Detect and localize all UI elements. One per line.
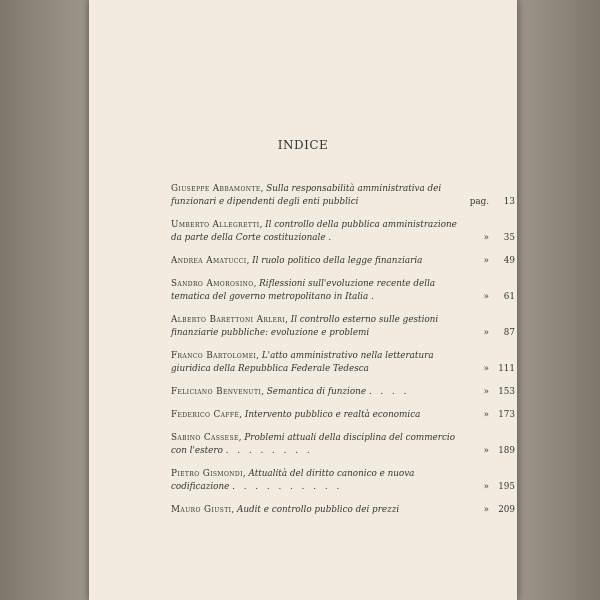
toc-page-marker: » (483, 328, 489, 338)
toc-author: Mauro Giusti (171, 505, 232, 515)
toc-page-number: 35 (503, 233, 515, 243)
toc-entry (171, 386, 529, 399)
toc-page-marker: » (483, 364, 489, 374)
toc-page-number: 209 (498, 505, 515, 515)
toc-work: Riflessioni sull'evoluzione recente della tematica del governo metropolitano in Italia (171, 279, 436, 302)
toc-entry-text: Andrea Amatucci, Il ruolo politico della legge finanziaria (171, 256, 423, 266)
toc-page-marker: » (483, 233, 489, 243)
toc-leader: . . . . . . . . . . (232, 482, 343, 492)
toc-page-marker: » (483, 482, 489, 492)
toc-entry-text: Federico Caffè, Intervento pubblico e realtà economica (171, 410, 421, 420)
toc-work: Intervento pubblico e realtà economica (244, 410, 421, 420)
toc-page-number: 87 (503, 328, 515, 338)
toc-author: Sabino Cassese (171, 433, 239, 443)
toc-entry-text: Franco Bartolomei, L'atto amministrativo nella letteratura giuridica della Repubblica Federale Tedesca (171, 351, 434, 374)
toc-page-marker: » (483, 505, 489, 515)
toc-entry-text: Pietro Gismondi, Attualità del diritto canonico e nuova codificazione . . . . . . . . . . (171, 469, 415, 492)
toc-author: Alberto Barettoni Arleri (171, 315, 286, 325)
toc-page-number: 49 (503, 256, 515, 266)
toc-page-marker: » (483, 410, 489, 420)
toc-entry (171, 183, 529, 209)
toc-entry-text: Giuseppe Abbamonte, Sulla responsabilità amministrativa dei funzionari e dipendenti degli enti pubblici (171, 184, 442, 207)
toc-page-number: 61 (503, 292, 515, 302)
toc-entry (171, 350, 529, 376)
toc-work: Il controllo esterno sulle gestioni finanziarie pubbliche: evoluzione e problemi (171, 315, 439, 338)
toc-author: Andrea Amatucci (171, 256, 247, 266)
toc-page-marker: » (483, 446, 489, 456)
toc-page-number: 195 (498, 482, 515, 492)
toc-page-number: 189 (498, 446, 515, 456)
toc-author: Umberto Allegretti (171, 220, 260, 230)
toc-entry (171, 219, 529, 245)
toc-page-marker: » (483, 387, 489, 397)
toc-entry (171, 255, 529, 268)
toc-author: Giuseppe Abbamonte (171, 184, 261, 194)
toc-author: Pietro Gismondi (171, 469, 243, 479)
toc-entry-text: Umberto Allegretti, Il controllo della pubblica amministrazione da parte della Corte costituzionale . (171, 220, 457, 243)
toc-work: Semantica di funzione (266, 387, 367, 397)
toc-work: Audit e controllo pubblico dei prezzi (236, 505, 400, 515)
toc-entry (171, 432, 529, 458)
page-title: INDICE (277, 138, 329, 152)
toc-author: Sandro Amorosino (171, 279, 254, 289)
toc-leader: . . . . (368, 387, 410, 397)
toc-leader: . (371, 292, 377, 302)
toc-work: Il controllo della pubblica amministrazione da parte della Corte costituzionale (171, 220, 457, 243)
toc-page-number: 173 (498, 410, 515, 420)
toc-work: Sulla responsabilità amministrativa dei funzionari e dipendenti degli enti pubblici (171, 184, 442, 207)
toc-page-number: 153 (498, 387, 515, 397)
toc-page-marker: » (483, 256, 489, 266)
toc-work: L'atto amministrativo nella letteratura giuridica della Repubblica Federale Tedesca (171, 351, 434, 374)
toc-leader: . . . . . . . . (225, 446, 313, 456)
toc-leader: . (328, 233, 335, 243)
toc-work: Attualità del diritto canonico e nuova codificazione (171, 469, 415, 492)
toc-entry (171, 278, 529, 304)
toc-entry-text: Mauro Giusti, Audit e controllo pubblico dei prezzi (171, 505, 400, 515)
toc-entry-text: Feliciano Benvenuti, Semantica di funzione . . . . (171, 387, 410, 397)
toc-entry-text: Alberto Barettoni Arleri, Il controllo esterno sulle gestioni finanziarie pubbliche: evoluzione e problemi (171, 315, 439, 338)
toc-author: Franco Bartolomei (171, 351, 257, 361)
toc-entry (171, 504, 529, 517)
book-page (89, 0, 517, 600)
toc-list (171, 183, 529, 527)
toc-author: Federico Caffè (171, 410, 240, 420)
toc-author: Feliciano Benvenuti (171, 387, 262, 397)
toc-entry-text: Sabino Cassese, Problemi attuali della disciplina del commercio con l'estero . . . . . . . . (171, 433, 455, 456)
toc-page-number: 111 (498, 364, 515, 374)
toc-page-marker: pag. (469, 197, 489, 207)
toc-page-number: 13 (503, 197, 515, 207)
toc-entry (171, 314, 529, 340)
toc-work: Il ruolo politico della legge finanziaria (252, 256, 423, 266)
toc-work: Problemi attuali della disciplina del commercio con l'estero (171, 433, 455, 456)
toc-entry (171, 409, 529, 422)
toc-page-marker: » (483, 292, 489, 302)
toc-entry (171, 468, 529, 494)
toc-entry-text: Sandro Amorosino, Riflessioni sull'evoluzione recente della tematica del governo metropolitano in Italia . (171, 279, 436, 302)
